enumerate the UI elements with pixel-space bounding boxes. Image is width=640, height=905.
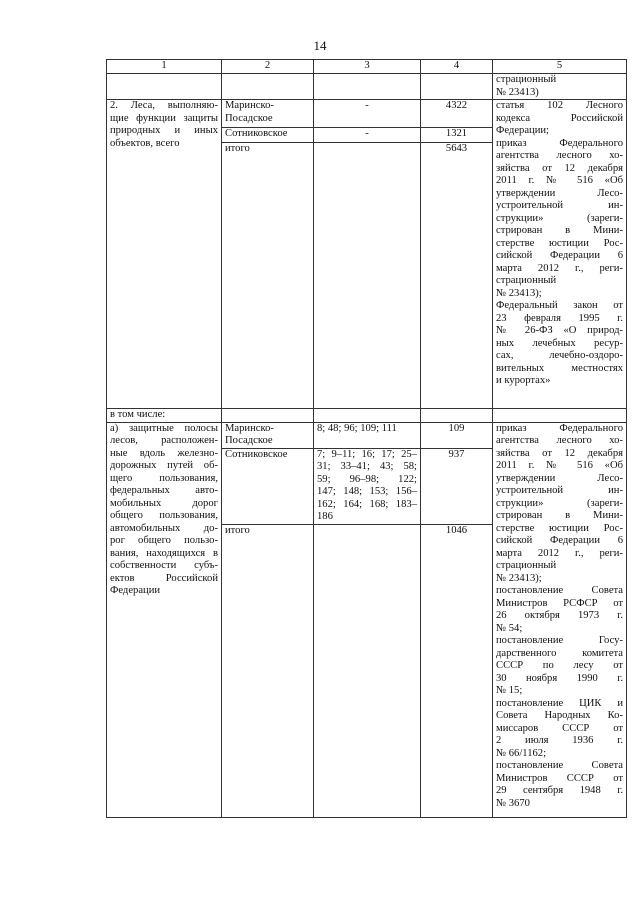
section2-total-area: 5643 — [421, 143, 493, 409]
quarters-line: 31; 33–41; 43; 58; — [317, 461, 417, 472]
basis-line: кодекса Российской — [496, 112, 623, 124]
subsection-a-quarters-2 — [314, 448, 421, 524]
subsection-a-quarters-1 — [314, 422, 421, 448]
section2-title-line: объектов, всего — [110, 137, 180, 149]
basis-line: устроительной ин- — [496, 485, 623, 496]
section2-area-1: 4322 — [421, 100, 493, 128]
basis-line: марта 2012 г., реги- — [496, 262, 623, 274]
section2-title-line: 2. Леса, выполняю- — [110, 100, 218, 111]
basis-line: Федерации; — [496, 125, 549, 136]
basis-line: 30 ноября 1990 г. — [496, 672, 623, 684]
forest-table — [106, 59, 627, 818]
basis-line: СССР по лесу от — [496, 660, 623, 671]
district-line: Посадское — [225, 435, 273, 446]
subsection-a-title-line: лесов, расположен- — [110, 435, 218, 446]
section2-district-1 — [222, 100, 314, 128]
quarters-line: 7; 9–11; 16; 17; 25– — [317, 448, 417, 460]
basis-line: дарственного комитета — [496, 647, 623, 659]
basis-line: страционный — [496, 275, 557, 286]
section2-quarters-2: - — [314, 128, 421, 143]
subsection-a-title-line: автомобильных до- — [110, 522, 218, 534]
basis-line: 2011 г. № 516 «Об — [496, 460, 623, 471]
subsection-a-row-1 — [107, 422, 627, 448]
district-line: Сотниковское — [225, 128, 288, 140]
including-cell-5 — [493, 409, 627, 423]
column-header-2: 2 — [222, 60, 314, 74]
basis-line: струкции» (зареги- — [496, 212, 623, 224]
basis-line: № 3670 — [496, 797, 530, 809]
subsection-a-title-line: вания, находящихся в — [110, 547, 218, 559]
section2-quarters-1: - — [314, 100, 421, 128]
basis-line: утверждении Лесо- — [496, 472, 623, 484]
basis-line: № 23413); — [496, 572, 542, 584]
basis-line: страционный — [496, 560, 557, 571]
subsection-a-title-line: ные вдоль железно- — [110, 447, 218, 459]
basis-line: постановление Совета — [496, 585, 623, 596]
basis-line: Совета Народных Ко- — [496, 710, 623, 721]
basis-line: миссаров СССР от — [496, 722, 623, 734]
section2-total-label: итого — [222, 143, 314, 409]
quarters-line: 147; 148; 153; 156– — [317, 486, 417, 497]
including-label: в том числе: — [107, 409, 222, 423]
basis-line: № 66/1162; — [496, 747, 547, 759]
subsection-a-total-label: итого — [222, 524, 314, 817]
cont-cell-1 — [107, 74, 222, 100]
basis-line: постановление ЦИК и — [496, 697, 623, 709]
basis-line: 26 октября 1973 г. — [496, 610, 623, 621]
section2-area-2: 1321 — [421, 128, 493, 143]
basis-line: марта 2012 г., реги- — [496, 547, 623, 559]
basis-line: зяйства от 12 декабря — [496, 447, 623, 459]
subsection-a-total-quarters — [314, 524, 421, 817]
basis-line: стрирован в Мини- — [496, 510, 623, 521]
quarters-line: 162; 164; 168; 183– — [317, 498, 417, 510]
basis-line: № 54; — [496, 622, 523, 634]
cont-basis-cell — [493, 74, 627, 100]
subsection-a-title-line: рог общего пользо- — [110, 535, 218, 546]
basis-line: сах, лечебно-оздоро- — [496, 350, 623, 361]
including-cell-2 — [222, 409, 314, 423]
basis-line: 2 июля 1936 г. — [496, 735, 623, 746]
basis-line: постановление Госу- — [496, 635, 623, 646]
subsection-a-title-line: а) защитные полосы — [110, 422, 218, 434]
section2-row-1 — [107, 100, 627, 128]
basis-line: Министров РСФСР от — [496, 597, 623, 609]
subsection-a-title-line: Федерации — [110, 585, 161, 596]
section2-district-2 — [222, 128, 314, 143]
basis-line: утверждении Лесо- — [496, 187, 623, 199]
subsection-a-title-line: ектов Российской — [110, 572, 218, 584]
section2-title-cell — [107, 100, 222, 409]
subsection-a-area-2: 937 — [421, 448, 493, 524]
basis-line: сийской Федерации 6 — [496, 535, 623, 546]
section2-title-line: щие функции защиты — [110, 112, 218, 124]
basis-line: Министров СССР от — [496, 772, 623, 784]
district-line: Маринско- — [225, 422, 274, 434]
column-header-1: 1 — [107, 60, 222, 74]
including-row — [107, 409, 627, 423]
district-line: Посадское — [225, 112, 273, 124]
basis-line: зяйства от 12 декабря — [496, 162, 623, 174]
subsection-a-title-line: мобильных дорог — [110, 497, 218, 509]
basis-line: агентства лесного хо- — [496, 150, 623, 161]
basis-line: постановление Совета — [496, 760, 623, 771]
including-cell-4 — [421, 409, 493, 423]
subsection-a-title-cell — [107, 422, 222, 817]
basis-line: № 26-ФЗ «О природ- — [496, 325, 623, 336]
column-header-5: 5 — [493, 60, 627, 74]
basis-line: 2011 г. № 516 «Об — [496, 175, 623, 186]
cont-basis-line: страционный — [496, 74, 557, 85]
basis-line: и курортах» — [496, 375, 551, 386]
basis-line: сийской Федерации 6 — [496, 250, 623, 261]
subsection-a-title-line: общего пользования, — [110, 510, 218, 521]
basis-line: ных лечебных ресур- — [496, 337, 623, 349]
including-cell-3 — [314, 409, 421, 423]
column-header-4: 4 — [421, 60, 493, 74]
subsection-a-title-line: федеральных авто- — [110, 485, 218, 496]
basis-line: приказ Федерального — [496, 137, 623, 149]
column-header-3: 3 — [314, 60, 421, 74]
basis-line: струкции» (зареги- — [496, 497, 623, 509]
quarters-line: 186 — [317, 511, 333, 522]
table-header-row — [107, 60, 627, 74]
basis-line: стрирован в Мини- — [496, 225, 623, 236]
basis-line: агентства лесного хо- — [496, 435, 623, 446]
section2-title-line: природных и иных — [110, 125, 218, 136]
basis-line: № 23413); — [496, 287, 542, 299]
basis-line: стерстве юстиции Рос- — [496, 522, 623, 534]
basis-line: стерстве юстиции Рос- — [496, 237, 623, 249]
district-line: Маринско- — [225, 100, 274, 111]
page-number: 14 — [313, 38, 327, 53]
quarters-line: 59; 96–98; 122; — [317, 473, 417, 485]
basis-line: вительных местностях — [496, 362, 623, 374]
quarters-line: 8; 48; 96; 109; 111 — [317, 422, 397, 434]
continuation-row — [107, 74, 627, 100]
basis-line: статья 102 Лесного — [496, 100, 623, 111]
district-line: Сотниковское — [225, 448, 288, 460]
subsection-a-district-1 — [222, 422, 314, 448]
basis-line: устроительной ин- — [496, 200, 623, 211]
basis-line: Федеральный закон от — [496, 300, 623, 311]
basis-line: 29 сентября 1948 г. — [496, 785, 623, 796]
cont-cell-2 — [222, 74, 314, 100]
basis-line: № 15; — [496, 685, 523, 696]
cont-cell-4 — [421, 74, 493, 100]
cont-cell-3 — [314, 74, 421, 100]
basis-line: 23 февраля 1995 г. — [496, 312, 623, 324]
subsection-a-title-line: дорожных путей об- — [110, 460, 218, 471]
basis-line: приказ Федерального — [496, 422, 623, 434]
section2-total-quarters — [314, 143, 421, 409]
section2-basis-cell — [493, 100, 627, 409]
subsection-a-total-area: 1046 — [421, 524, 493, 817]
subsection-a-basis-cell — [493, 422, 627, 817]
cont-basis-line: № 23413) — [496, 86, 539, 98]
subsection-a-district-2 — [222, 448, 314, 524]
subsection-a-area-1: 109 — [421, 422, 493, 448]
subsection-a-title-line: собственности субъ- — [110, 560, 218, 571]
subsection-a-title-line: щего пользования, — [110, 472, 218, 484]
